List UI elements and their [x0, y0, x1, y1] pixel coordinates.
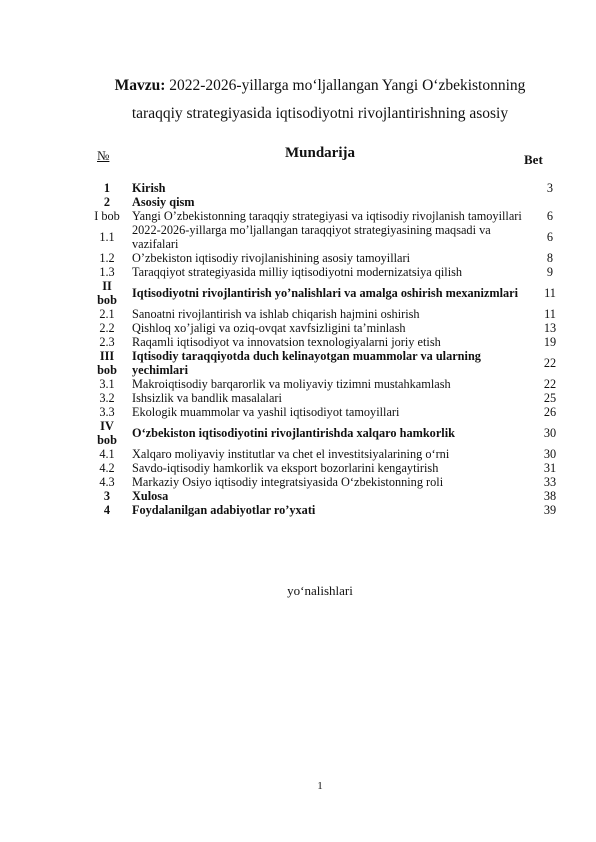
- contents-heading: Mundarija: [284, 145, 355, 161]
- number-column-header: №: [97, 148, 110, 163]
- toc-row: [93, 475, 568, 489]
- toc-title: Ekologik muammolar va yashil iqtisodiyot tamoyillari: [132, 405, 400, 419]
- toc-page: 25: [543, 391, 557, 405]
- topic-line-2: taraqqiy strategiyasida iqtisodiyotni rivojlantirishning asosiy: [131, 105, 509, 122]
- toc-title: Kirish: [132, 181, 166, 195]
- toc-num: 2: [103, 195, 111, 209]
- topic-label: Mavzu:: [114, 77, 166, 94]
- toc-row: [93, 209, 568, 223]
- toc-page: 8: [546, 251, 554, 265]
- toc-title: Asosiy qism: [132, 195, 195, 209]
- toc-row: [93, 419, 568, 447]
- toc-page: 11: [544, 286, 556, 300]
- toc-row: [93, 195, 568, 209]
- toc-title: Xulosa: [132, 489, 169, 503]
- page-column-header: Bet: [524, 152, 543, 167]
- toc-page: 31: [543, 461, 557, 475]
- toc-num: 3.3: [99, 405, 115, 419]
- toc-title: Iqtisodiyotni rivojlantirish yo’nalishlari va amalga oshirish mexanizmlari: [132, 286, 519, 300]
- toc-title: Yangi O’zbekistonning taraqqiy strategiyasi va iqtisodiy rivojlanish tamoyillari: [132, 209, 522, 223]
- toc-page: 22: [543, 356, 557, 370]
- toc-num: II bob: [97, 279, 117, 307]
- toc-title: Qishloq xo’jaligi va oziq-ovqat xavfsizligini ta’minlash: [132, 321, 406, 335]
- toc-num: 4.2: [99, 461, 115, 475]
- toc-num: 4: [103, 503, 111, 517]
- toc-num: I bob: [94, 209, 120, 223]
- toc-row: [93, 181, 568, 195]
- toc-num: 1.1: [99, 230, 115, 244]
- toc-title: O’zbekiston iqtisodiy rivojlanishining asosiy tamoyillari: [132, 251, 411, 265]
- toc-page: 6: [546, 209, 554, 223]
- toc-title: Savdo-iqtisodiy hamkorlik va eksport bozorlarini kengaytirish: [132, 461, 439, 475]
- document-topic: [60, 72, 580, 128]
- toc-num: 2.2: [99, 321, 115, 335]
- toc-title: Raqamli iqtisodiyot va innovatsion texnologiyalarni joriy etish: [132, 335, 441, 349]
- toc-row: [93, 251, 568, 265]
- toc-page: 26: [543, 405, 557, 419]
- toc-num: III bob: [97, 349, 117, 377]
- toc-page: 33: [543, 475, 557, 489]
- toc-page: 3: [546, 181, 554, 195]
- toc-title: Xalqaro moliyaviy institutlar va chet el investitsiyalarining o‘rni: [132, 447, 450, 461]
- toc-row: [93, 503, 568, 517]
- toc-title: O‘zbekiston iqtisodiyotini rivojlantirishda xalqaro hamkorlik: [132, 426, 455, 440]
- toc-title: Sanoatni rivojlantirish va ishlab chiqarish hajmini oshirish: [132, 307, 420, 321]
- toc-page: 11: [544, 307, 556, 321]
- toc-row: [93, 489, 568, 503]
- toc-row: [93, 377, 568, 391]
- toc-title: Iqtisodiy taraqqiyotda duch kelinayotgan muammolar va ularning yechimlari: [132, 349, 481, 377]
- toc-num: 1: [103, 181, 111, 195]
- toc-row: [93, 265, 568, 279]
- toc-num: 1.2: [99, 251, 115, 265]
- toc-num: 2.3: [99, 335, 115, 349]
- toc-num: 3: [103, 489, 111, 503]
- topic-line-1: [60, 72, 580, 100]
- toc-row: [93, 405, 568, 419]
- toc-num: 3.2: [99, 391, 115, 405]
- toc-page: [532, 195, 568, 209]
- toc-page: 6: [546, 230, 554, 244]
- toc-row: [93, 447, 568, 461]
- toc-num: 2.1: [99, 307, 115, 321]
- toc-row: [93, 461, 568, 475]
- toc-title: Makroiqtisodiy barqarorlik va moliyaviy tizimni mustahkamlash: [132, 377, 451, 391]
- toc-page: 13: [543, 321, 557, 335]
- toc-num: 4.1: [99, 447, 115, 461]
- toc-row: [93, 307, 568, 321]
- table-of-contents: [93, 181, 568, 517]
- toc-page: 22: [543, 377, 557, 391]
- toc-num: IV bob: [97, 419, 117, 447]
- toc-title: Foydalanilgan adabiyotlar ro’yxati: [132, 503, 316, 517]
- toc-row: [93, 223, 568, 251]
- toc-page: 30: [543, 447, 557, 461]
- toc-row: [93, 349, 568, 377]
- toc-row: [93, 321, 568, 335]
- toc-row: [93, 335, 568, 349]
- toc-page: 19: [543, 335, 557, 349]
- toc-page: 39: [543, 503, 557, 517]
- toc-page: 38: [543, 489, 557, 503]
- toc-num: 1.3: [99, 265, 115, 279]
- toc-title: Taraqqiyot strategiyasida milliy iqtisodiyotni modernizatsiya qilish: [132, 265, 463, 279]
- page-number: 1: [317, 780, 323, 792]
- toc-title: 2022-2026-yillarga mo’ljallangan taraqqiyot strategiyasining maqsadi va vazifalari: [132, 223, 491, 251]
- toc-page: 9: [546, 265, 554, 279]
- toc-num: 4.3: [99, 475, 115, 489]
- toc-page: 30: [543, 426, 557, 440]
- toc-row: [93, 391, 568, 405]
- toc-num: 3.1: [99, 377, 115, 391]
- topic-text-1: 2022-2026-yillarga mo‘ljallangan Yangi O‘zbekistonning: [165, 77, 526, 94]
- toc-row: [93, 279, 568, 307]
- toc-title: Markaziy Osiyo iqtisodiy integratsiyasida O‘zbekistonning roli: [132, 475, 444, 489]
- continuation-text: yo‘nalishlari: [287, 583, 353, 598]
- toc-title: Ishsizlik va bandlik masalalari: [132, 391, 282, 405]
